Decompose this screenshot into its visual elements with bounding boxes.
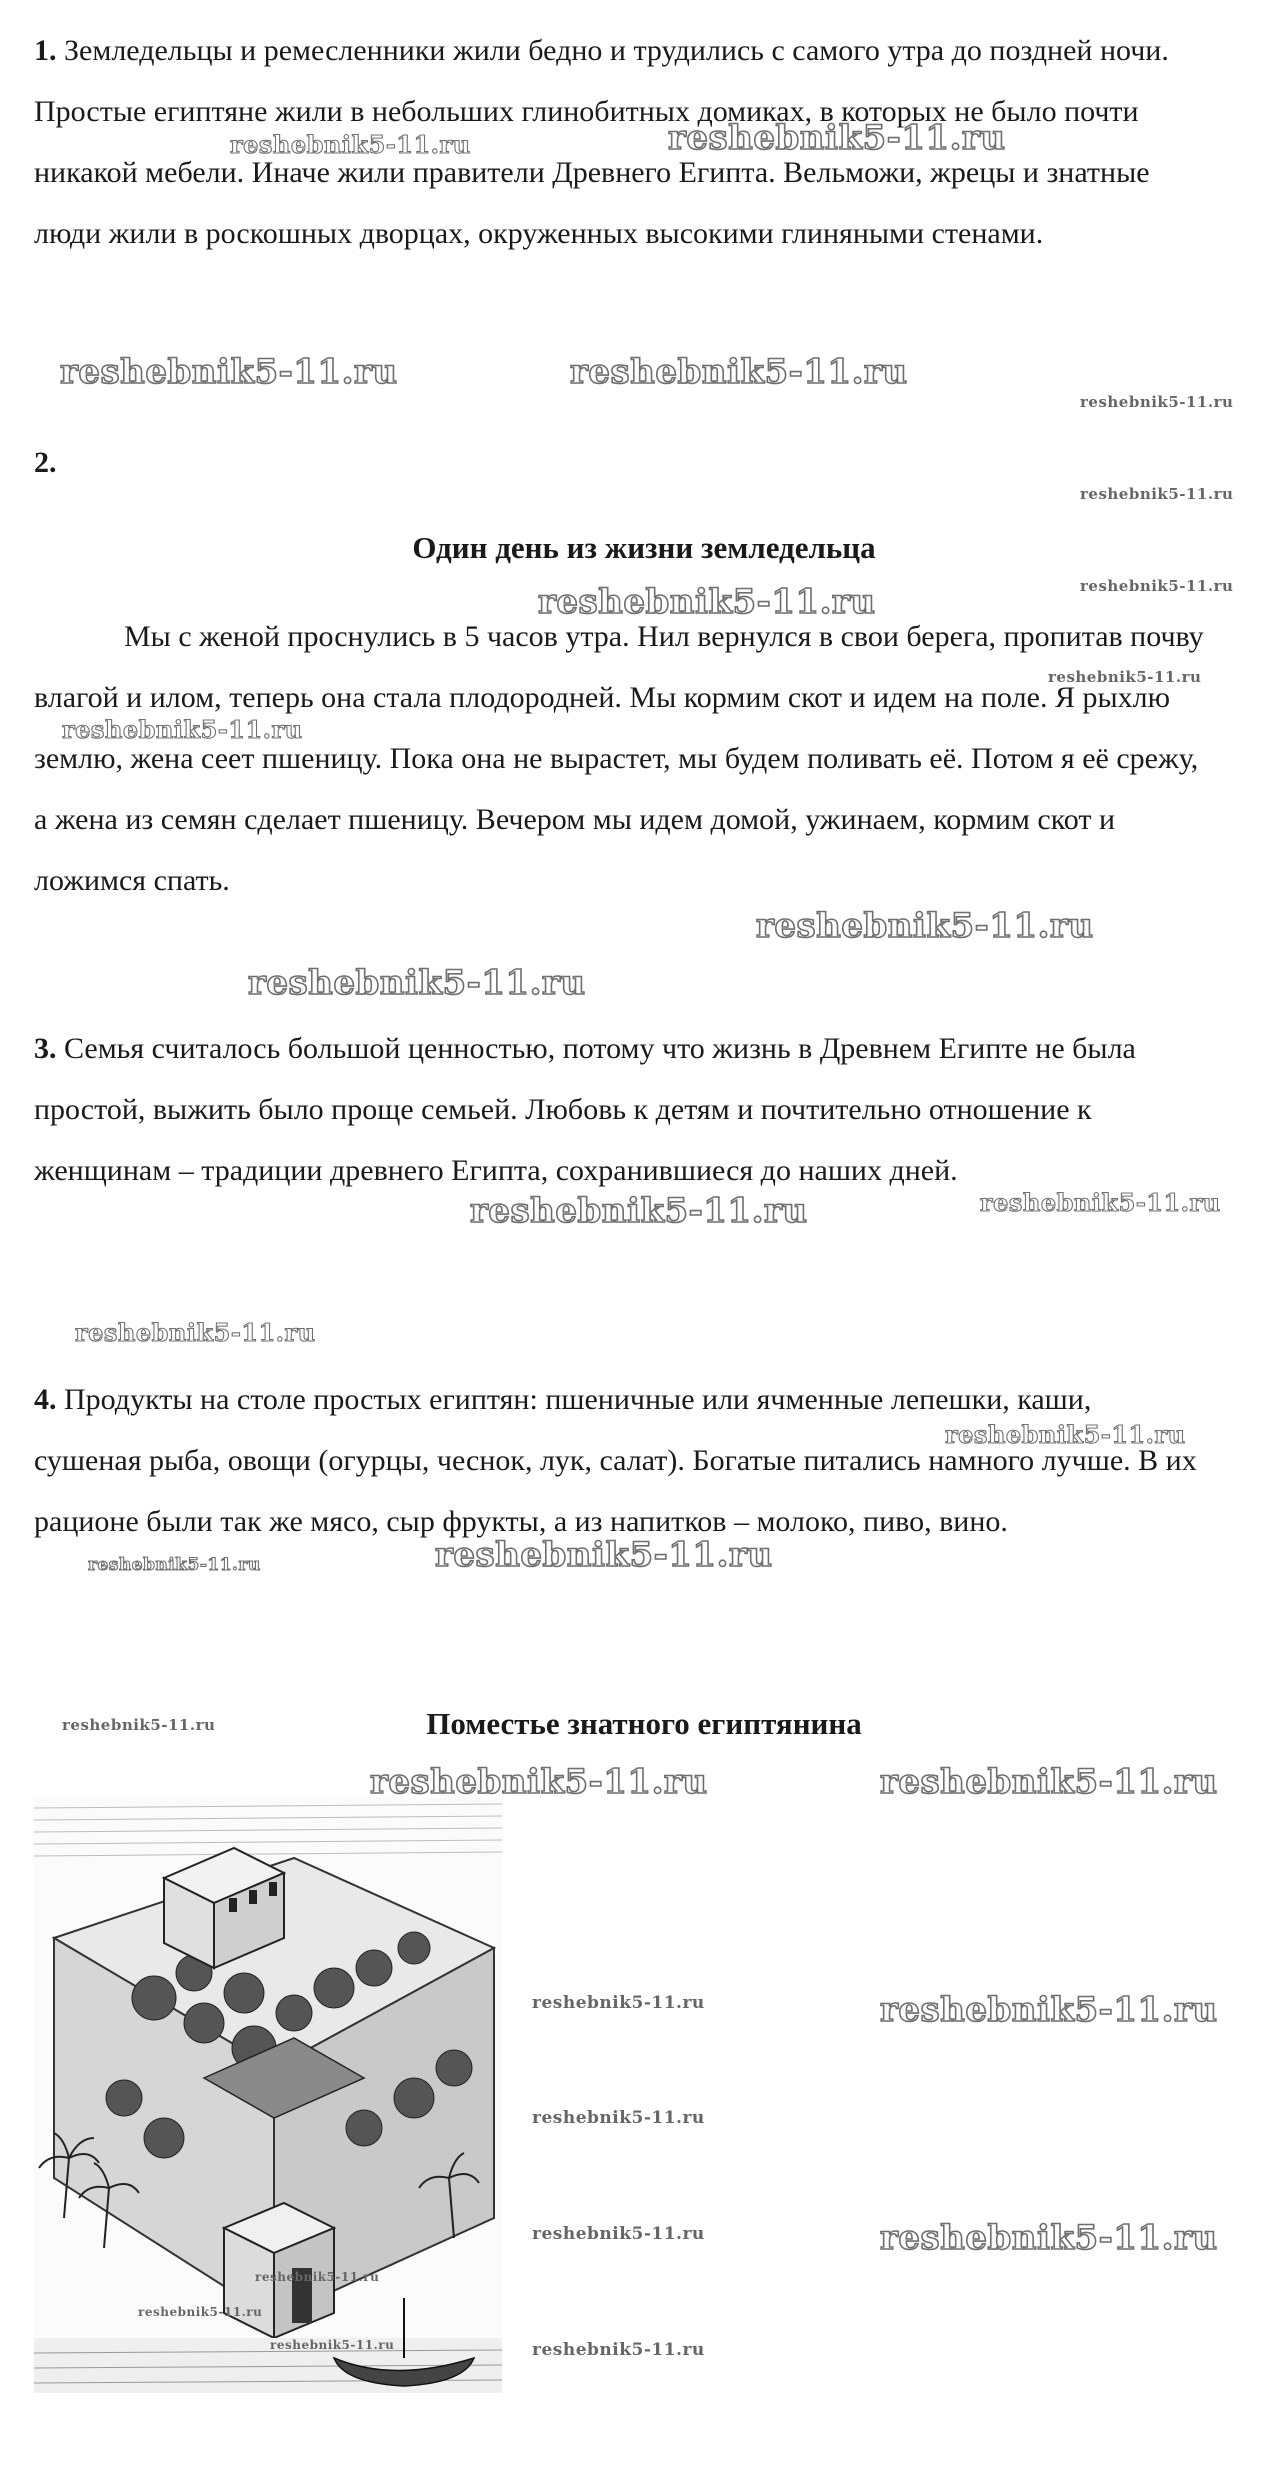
answer-3-text: Семья считалось большой ценностью, потому что жизнь в Древнем Египте не была простой, выжить было проще семьей. Любовь к детям и почтительно отношение к женщинам – традиции древнего Египта, сохранившиеся до наших дней. bbox=[34, 1032, 1136, 1187]
answer-2-number: 2. bbox=[34, 446, 57, 479]
watermark: reshebnik5-11.ru bbox=[532, 2340, 705, 2360]
answer-2-title: Один день из жизни земледельца bbox=[412, 530, 876, 565]
watermark: reshebnik5-11.ru bbox=[1080, 485, 1234, 503]
watermark: reshebnik5-11.ru bbox=[255, 2270, 380, 2284]
watermark: reshebnik5-11.ru bbox=[980, 1188, 1221, 1217]
watermark: reshebnik5-11.ru bbox=[880, 2218, 1218, 2258]
watermark: reshebnik5-11.ru bbox=[230, 130, 471, 159]
estate-title: Поместье знатного египтянина bbox=[426, 1706, 862, 1741]
watermark: reshebnik5-11.ru bbox=[1048, 668, 1202, 686]
answer-1 bbox=[34, 20, 1204, 264]
watermark: reshebnik5-11.ru bbox=[532, 1993, 705, 2013]
answer-3-number: 3. bbox=[34, 1032, 57, 1065]
answer-1-number: 1. bbox=[34, 34, 57, 67]
watermark: reshebnik5-11.ru bbox=[532, 2108, 705, 2128]
watermark: reshebnik5-11.ru bbox=[370, 1762, 708, 1802]
watermark: reshebnik5-11.ru bbox=[880, 1762, 1218, 1802]
answer-1-text: Земледельцы и ремесленники жили бедно и трудились с самого утра до поздней ночи. Простые египтяне жили в небольших глинобитных домиках, в которых не было почти никакой мебели. Иначе жили правители Древнего Египта. Вельможи, жрецы и знатные люди жили в роскошных дворцах, окруженных высокими глиняными стенами. bbox=[34, 34, 1169, 250]
watermark: reshebnik5-11.ru bbox=[570, 352, 908, 392]
watermark: reshebnik5-11.ru bbox=[62, 715, 303, 744]
watermark: reshebnik5-11.ru bbox=[756, 906, 1094, 946]
watermark: reshebnik5-11.ru bbox=[532, 2224, 705, 2244]
watermark: reshebnik5-11.ru bbox=[1080, 393, 1234, 411]
answer-3 bbox=[34, 1018, 1204, 1201]
watermark: reshebnik5-11.ru bbox=[435, 1535, 773, 1575]
watermark: reshebnik5-11.ru bbox=[470, 1191, 808, 1231]
watermark: reshebnik5-11.ru bbox=[668, 118, 1006, 158]
watermark: reshebnik5-11.ru bbox=[60, 352, 398, 392]
answer-4-number: 4. bbox=[34, 1383, 57, 1416]
watermark: reshebnik5-11.ru bbox=[75, 1318, 316, 1347]
watermark: reshebnik5-11.ru bbox=[88, 1555, 261, 1575]
watermark: reshebnik5-11.ru bbox=[538, 582, 876, 622]
watermark: reshebnik5-11.ru bbox=[138, 2305, 263, 2319]
watermark: reshebnik5-11.ru bbox=[248, 963, 586, 1003]
answer-4 bbox=[34, 1369, 1204, 1552]
answer-4-text: Продукты на столе простых египтян: пшеничные или ячменные лепешки, каши, сушеная рыба, овощи (огурцы, чеснок, лук, салат). Богатые питались намного лучше. В их рационе были так же мясо, сыр фрукты, а из напитков – молоко, пиво, вино. bbox=[34, 1383, 1197, 1538]
watermark: reshebnik5-11.ru bbox=[270, 2338, 395, 2352]
answer-2-text: Мы с женой проснулись в 5 часов утра. Нил вернулся в свои берега, пропитав почву влагой и илом, теперь она стала плодородней. Мы кормим скот и идем на поле. Я рыхлю землю, жена сеет пшеницу. Пока она не вырастет, мы будем поливать её. Потом я её срежу, а жена из семян сделает пшеницу. Вечером мы идем домой, ужинаем, кормим скот и ложимся спать. bbox=[34, 620, 1204, 897]
watermark: reshebnik5-11.ru bbox=[1080, 577, 1234, 595]
watermark: reshebnik5-11.ru bbox=[945, 1420, 1186, 1449]
watermark: reshebnik5-11.ru bbox=[62, 1716, 216, 1734]
watermark: reshebnik5-11.ru bbox=[880, 1990, 1218, 2030]
estate-engraving bbox=[34, 1798, 502, 2393]
